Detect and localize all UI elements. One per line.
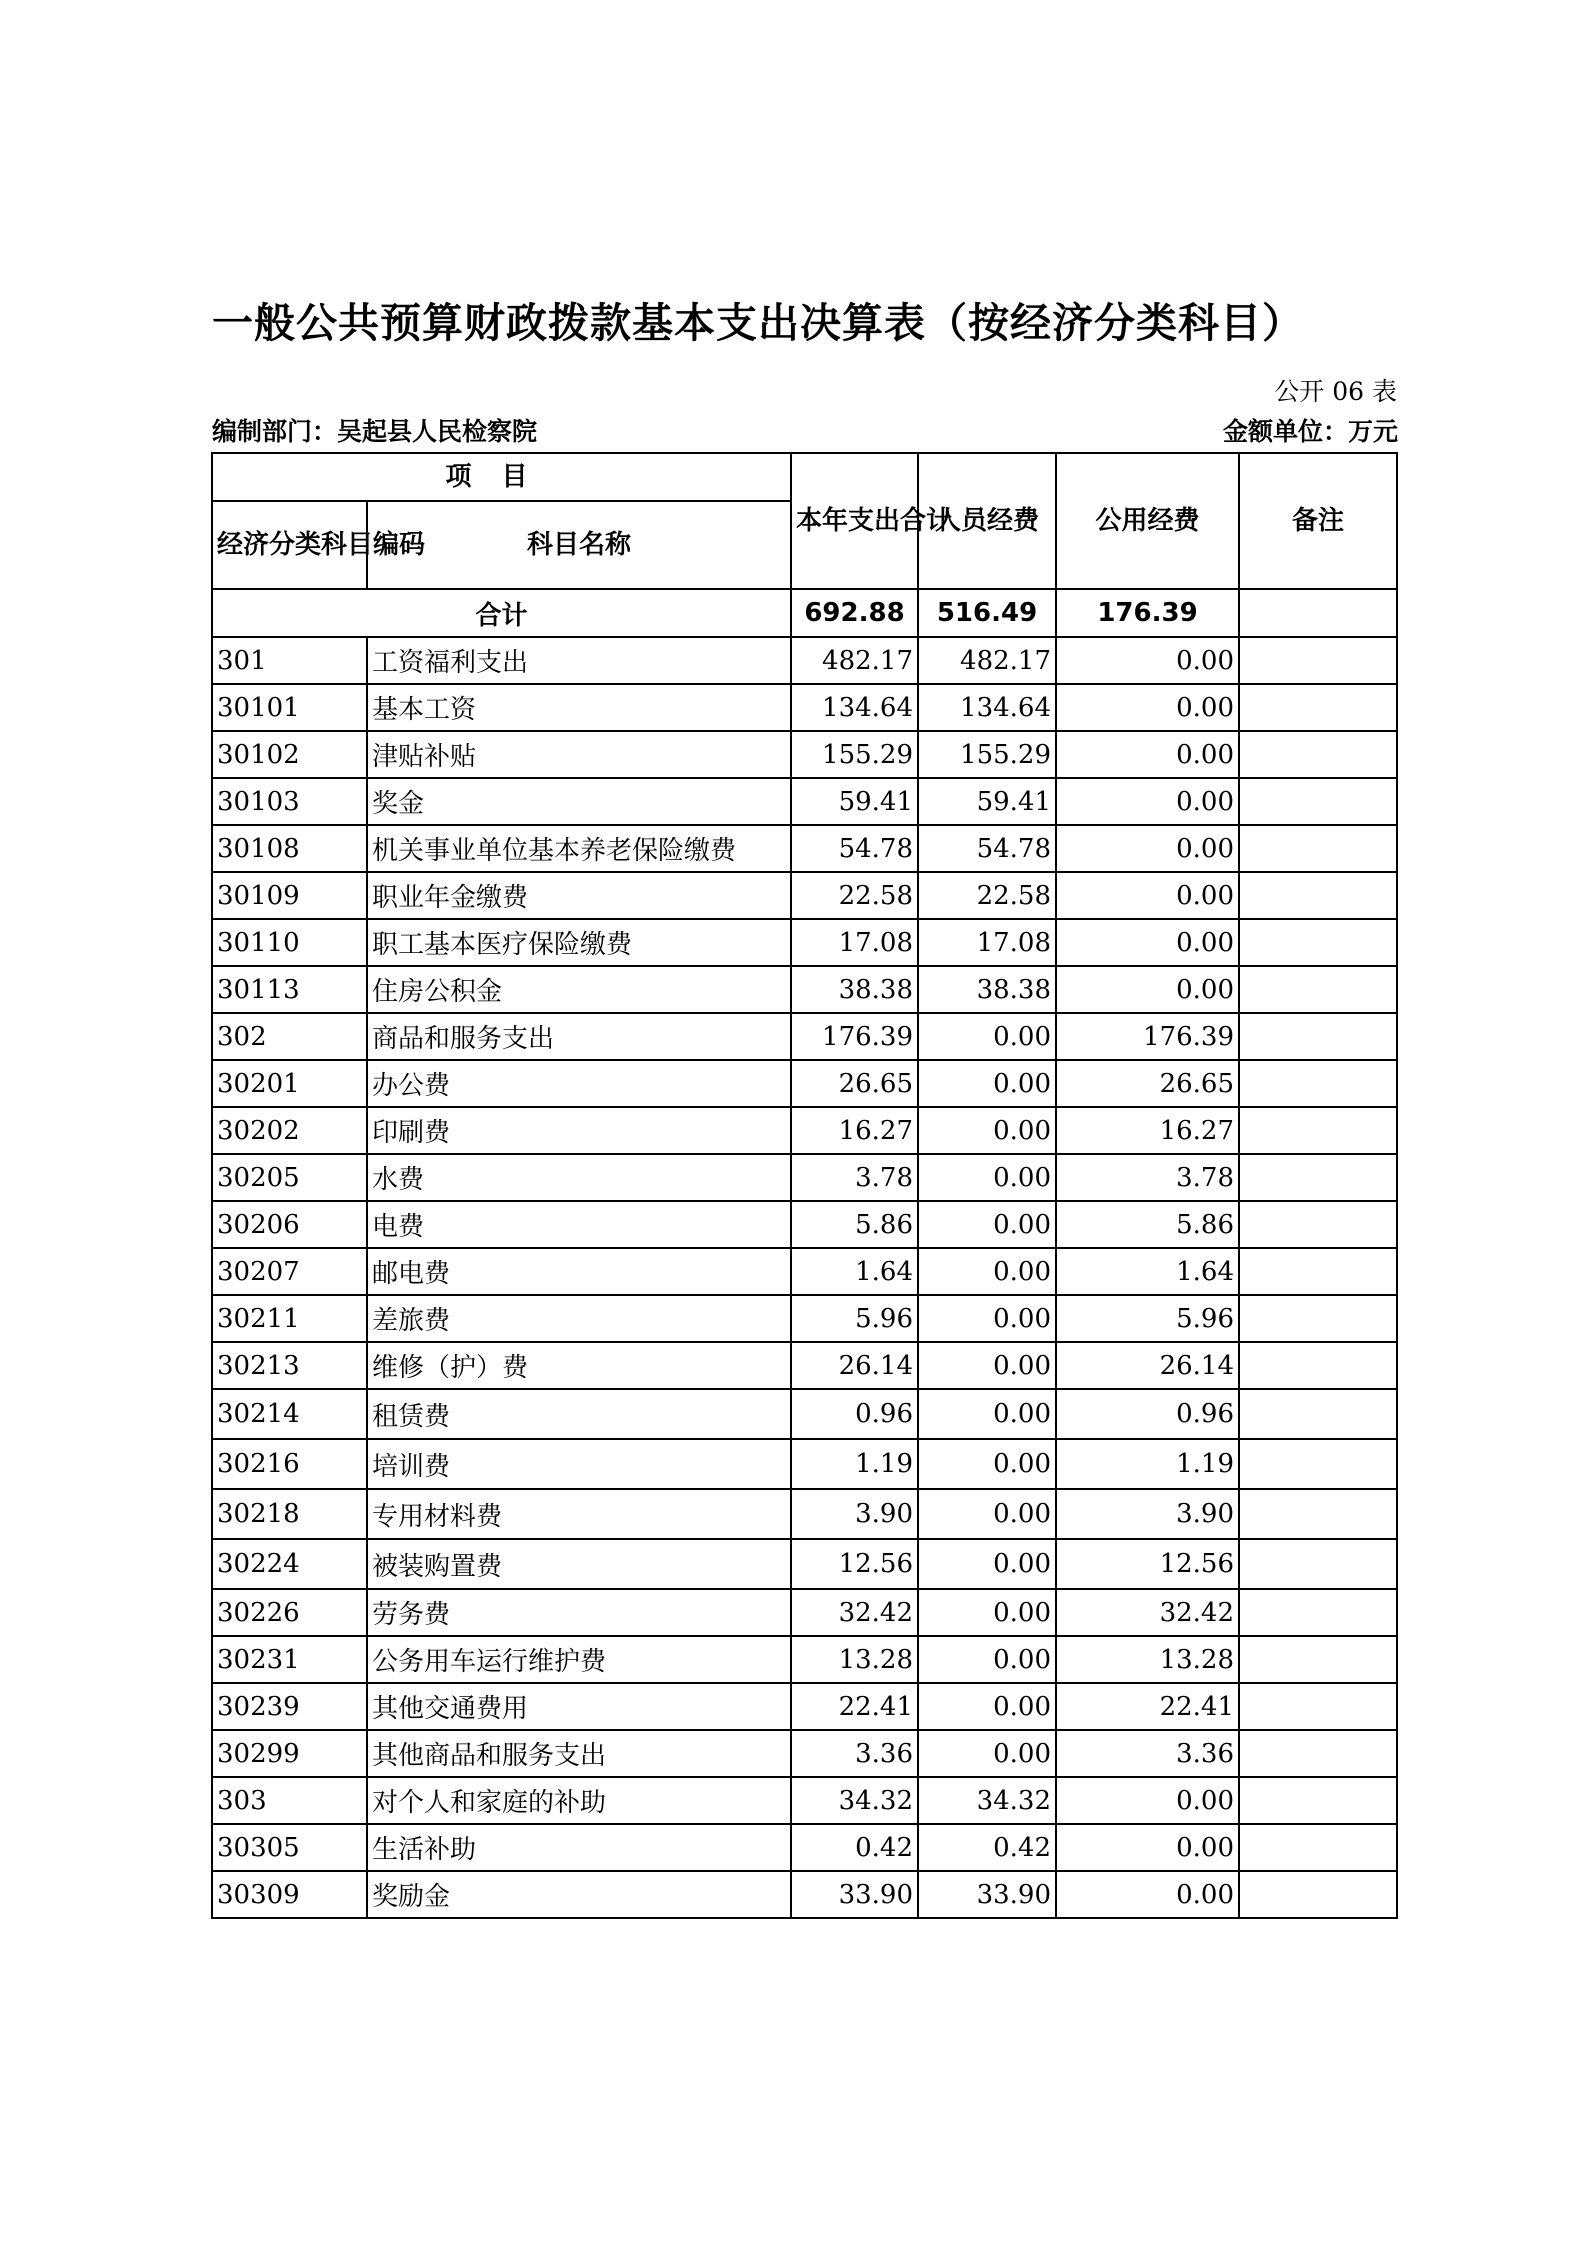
document-title: 一般公共预算财政拨款基本支出决算表（按经济分类科目） (212, 299, 1304, 347)
row-public: 0.00 (1056, 825, 1239, 872)
row-personnel: 0.42 (918, 1824, 1056, 1871)
department-label: 编制部门：吴起县人民检察院 (212, 417, 538, 446)
row-public: 0.00 (1056, 1871, 1239, 1918)
row-personnel: 59.41 (918, 778, 1056, 825)
row-total: 176.39 (791, 1013, 918, 1060)
row-code: 30218 (212, 1489, 367, 1539)
table-row (212, 731, 1397, 778)
row-code: 30103 (212, 778, 367, 825)
row-code: 30109 (212, 872, 367, 919)
table-row (212, 1201, 1397, 1248)
table-row (212, 1342, 1397, 1389)
row-name: 专用材料费 (367, 1489, 791, 1539)
table-row (212, 1439, 1397, 1489)
row-code: 30213 (212, 1342, 367, 1389)
row-total: 3.90 (791, 1489, 918, 1539)
row-remark (1239, 1439, 1397, 1489)
row-total: 5.86 (791, 1201, 918, 1248)
header-row-1 (212, 453, 1397, 501)
table-row (212, 1107, 1397, 1154)
row-name: 津贴补贴 (367, 731, 791, 778)
row-name: 水费 (367, 1154, 791, 1201)
row-public: 0.00 (1056, 1777, 1239, 1824)
row-personnel: 155.29 (918, 731, 1056, 778)
row-remark (1239, 1013, 1397, 1060)
row-code: 30239 (212, 1683, 367, 1730)
row-remark (1239, 1777, 1397, 1824)
row-personnel: 0.00 (918, 1154, 1056, 1201)
row-total: 17.08 (791, 919, 918, 966)
row-name: 奖金 (367, 778, 791, 825)
row-name: 租赁费 (367, 1389, 791, 1439)
row-remark (1239, 1489, 1397, 1539)
row-remark (1239, 1295, 1397, 1342)
row-personnel: 134.64 (918, 684, 1056, 731)
row-total: 155.29 (791, 731, 918, 778)
table-row (212, 1777, 1397, 1824)
row-personnel: 0.00 (918, 1107, 1056, 1154)
row-code: 30201 (212, 1060, 367, 1107)
row-personnel: 0.00 (918, 1439, 1056, 1489)
row-public: 32.42 (1056, 1589, 1239, 1636)
row-total: 22.58 (791, 872, 918, 919)
row-total: 38.38 (791, 966, 918, 1013)
row-remark (1239, 1060, 1397, 1107)
row-total: 32.42 (791, 1589, 918, 1636)
row-code: 30226 (212, 1589, 367, 1636)
row-public: 0.00 (1056, 731, 1239, 778)
row-total: 0.96 (791, 1389, 918, 1439)
row-public: 3.78 (1056, 1154, 1239, 1201)
form-number: 公开 06 表 (1274, 377, 1397, 406)
row-code: 30206 (212, 1201, 367, 1248)
row-total: 134.64 (791, 684, 918, 731)
row-public: 0.96 (1056, 1389, 1239, 1439)
row-code: 30224 (212, 1539, 367, 1589)
row-name: 生活补助 (367, 1824, 791, 1871)
row-personnel: 482.17 (918, 637, 1056, 684)
amount-unit-label: 金额单位：万元 (1222, 417, 1398, 446)
table-row (212, 966, 1397, 1013)
row-public: 12.56 (1056, 1539, 1239, 1589)
row-remark (1239, 1248, 1397, 1295)
row-personnel: 0.00 (918, 1201, 1056, 1248)
table-row (212, 1154, 1397, 1201)
row-public: 5.96 (1056, 1295, 1239, 1342)
row-personnel: 0.00 (918, 1636, 1056, 1683)
total-amount: 692.88 (791, 589, 918, 637)
total-label: 合计 (212, 589, 791, 637)
table-row (212, 1248, 1397, 1295)
row-name: 培训费 (367, 1439, 791, 1489)
row-total: 34.32 (791, 1777, 918, 1824)
row-public: 0.00 (1056, 919, 1239, 966)
row-public: 0.00 (1056, 872, 1239, 919)
row-code: 30110 (212, 919, 367, 966)
row-name: 住房公积金 (367, 966, 791, 1013)
header-remark: 备注 (1239, 453, 1397, 589)
row-name: 邮电费 (367, 1248, 791, 1295)
row-public: 0.00 (1056, 637, 1239, 684)
table-row (212, 825, 1397, 872)
row-name: 职工基本医疗保险缴费 (367, 919, 791, 966)
row-total: 59.41 (791, 778, 918, 825)
row-public: 3.90 (1056, 1489, 1239, 1539)
row-personnel: 17.08 (918, 919, 1056, 966)
total-personnel: 516.49 (918, 589, 1056, 637)
row-remark (1239, 1107, 1397, 1154)
row-remark (1239, 1539, 1397, 1589)
row-total: 0.42 (791, 1824, 918, 1871)
row-name: 奖励金 (367, 1871, 791, 1918)
row-personnel: 0.00 (918, 1248, 1056, 1295)
row-remark (1239, 1683, 1397, 1730)
row-remark (1239, 778, 1397, 825)
row-code: 30113 (212, 966, 367, 1013)
table-row (212, 1389, 1397, 1439)
row-code: 30216 (212, 1439, 367, 1489)
header-personnel: 人员经费 (918, 453, 1056, 589)
row-remark (1239, 919, 1397, 966)
row-personnel: 33.90 (918, 1871, 1056, 1918)
row-code: 30305 (212, 1824, 367, 1871)
row-total: 33.90 (791, 1871, 918, 1918)
table-row (212, 1589, 1397, 1636)
row-public: 1.19 (1056, 1439, 1239, 1489)
table-row (212, 919, 1397, 966)
row-remark (1239, 872, 1397, 919)
row-name: 电费 (367, 1201, 791, 1248)
row-code: 301 (212, 637, 367, 684)
row-public: 13.28 (1056, 1636, 1239, 1683)
row-public: 16.27 (1056, 1107, 1239, 1154)
table-row (212, 1013, 1397, 1060)
row-code: 30205 (212, 1154, 367, 1201)
row-personnel: 0.00 (918, 1295, 1056, 1342)
row-public: 1.64 (1056, 1248, 1239, 1295)
table-row (212, 1683, 1397, 1730)
row-personnel: 0.00 (918, 1683, 1056, 1730)
total-public: 176.39 (1056, 589, 1239, 637)
row-total: 26.14 (791, 1342, 918, 1389)
table-row (212, 1636, 1397, 1683)
row-public: 0.00 (1056, 1824, 1239, 1871)
row-code: 30207 (212, 1248, 367, 1295)
row-name: 机关事业单位基本养老保险缴费 (367, 825, 791, 872)
table-row (212, 684, 1397, 731)
row-remark (1239, 1154, 1397, 1201)
table-row (212, 1871, 1397, 1918)
row-public: 3.36 (1056, 1730, 1239, 1777)
row-remark (1239, 684, 1397, 731)
row-remark (1239, 1589, 1397, 1636)
row-name: 职业年金缴费 (367, 872, 791, 919)
row-public: 26.65 (1056, 1060, 1239, 1107)
row-name: 劳务费 (367, 1589, 791, 1636)
row-remark (1239, 1871, 1397, 1918)
row-public: 22.41 (1056, 1683, 1239, 1730)
row-personnel: 38.38 (918, 966, 1056, 1013)
row-code: 30108 (212, 825, 367, 872)
row-remark (1239, 966, 1397, 1013)
row-code: 30202 (212, 1107, 367, 1154)
header-code: 经济分类科目编码 (212, 501, 367, 589)
row-total: 26.65 (791, 1060, 918, 1107)
row-public: 0.00 (1056, 966, 1239, 1013)
row-personnel: 0.00 (918, 1730, 1056, 1777)
row-name: 公务用车运行维护费 (367, 1636, 791, 1683)
row-public: 0.00 (1056, 778, 1239, 825)
table-row (212, 778, 1397, 825)
row-remark (1239, 1201, 1397, 1248)
row-total: 16.27 (791, 1107, 918, 1154)
row-name: 办公费 (367, 1060, 791, 1107)
row-name: 其他商品和服务支出 (367, 1730, 791, 1777)
row-personnel: 34.32 (918, 1777, 1056, 1824)
row-remark (1239, 1636, 1397, 1683)
row-code: 30231 (212, 1636, 367, 1683)
row-code: 30101 (212, 684, 367, 731)
row-total: 482.17 (791, 637, 918, 684)
row-code: 30102 (212, 731, 367, 778)
row-remark (1239, 1824, 1397, 1871)
row-total: 54.78 (791, 825, 918, 872)
row-public: 0.00 (1056, 684, 1239, 731)
table-row (212, 637, 1397, 684)
row-total: 12.56 (791, 1539, 918, 1589)
row-personnel: 0.00 (918, 1539, 1056, 1589)
row-personnel: 0.00 (918, 1342, 1056, 1389)
row-personnel: 22.58 (918, 872, 1056, 919)
row-remark (1239, 1730, 1397, 1777)
row-personnel: 0.00 (918, 1013, 1056, 1060)
table-row (212, 1730, 1397, 1777)
row-personnel: 0.00 (918, 1060, 1056, 1107)
row-code: 303 (212, 1777, 367, 1824)
row-remark (1239, 1342, 1397, 1389)
row-name: 工资福利支出 (367, 637, 791, 684)
row-total: 1.19 (791, 1439, 918, 1489)
row-name: 基本工资 (367, 684, 791, 731)
total-row (212, 589, 1397, 637)
row-personnel: 54.78 (918, 825, 1056, 872)
header-total: 本年支出合计 (791, 453, 918, 589)
row-total: 1.64 (791, 1248, 918, 1295)
row-code: 30211 (212, 1295, 367, 1342)
row-total: 5.96 (791, 1295, 918, 1342)
row-name: 差旅费 (367, 1295, 791, 1342)
row-personnel: 0.00 (918, 1589, 1056, 1636)
row-code: 30309 (212, 1871, 367, 1918)
row-total: 3.36 (791, 1730, 918, 1777)
row-remark (1239, 825, 1397, 872)
table-row (212, 1060, 1397, 1107)
header-public: 公用经费 (1056, 453, 1239, 589)
row-code: 30214 (212, 1389, 367, 1439)
row-remark (1239, 1389, 1397, 1439)
row-public: 5.86 (1056, 1201, 1239, 1248)
row-public: 176.39 (1056, 1013, 1239, 1060)
table-row (212, 1824, 1397, 1871)
table-row (212, 1539, 1397, 1589)
row-name: 被装购置费 (367, 1539, 791, 1589)
row-name: 商品和服务支出 (367, 1013, 791, 1060)
table-row (212, 872, 1397, 919)
row-personnel: 0.00 (918, 1389, 1056, 1439)
row-remark (1239, 637, 1397, 684)
row-remark (1239, 731, 1397, 778)
row-name: 其他交通费用 (367, 1683, 791, 1730)
row-personnel: 0.00 (918, 1489, 1056, 1539)
row-total: 13.28 (791, 1636, 918, 1683)
budget-table (211, 452, 1398, 1919)
header-name: 科目名称 (367, 501, 791, 589)
row-code: 30299 (212, 1730, 367, 1777)
row-name: 维修（护）费 (367, 1342, 791, 1389)
row-public: 26.14 (1056, 1342, 1239, 1389)
row-name: 印刷费 (367, 1107, 791, 1154)
header-item: 项目 (212, 453, 791, 501)
table-row (212, 1489, 1397, 1539)
total-remark (1239, 589, 1397, 637)
row-name: 对个人和家庭的补助 (367, 1777, 791, 1824)
row-code: 302 (212, 1013, 367, 1060)
table-row (212, 1295, 1397, 1342)
row-total: 3.78 (791, 1154, 918, 1201)
row-total: 22.41 (791, 1683, 918, 1730)
